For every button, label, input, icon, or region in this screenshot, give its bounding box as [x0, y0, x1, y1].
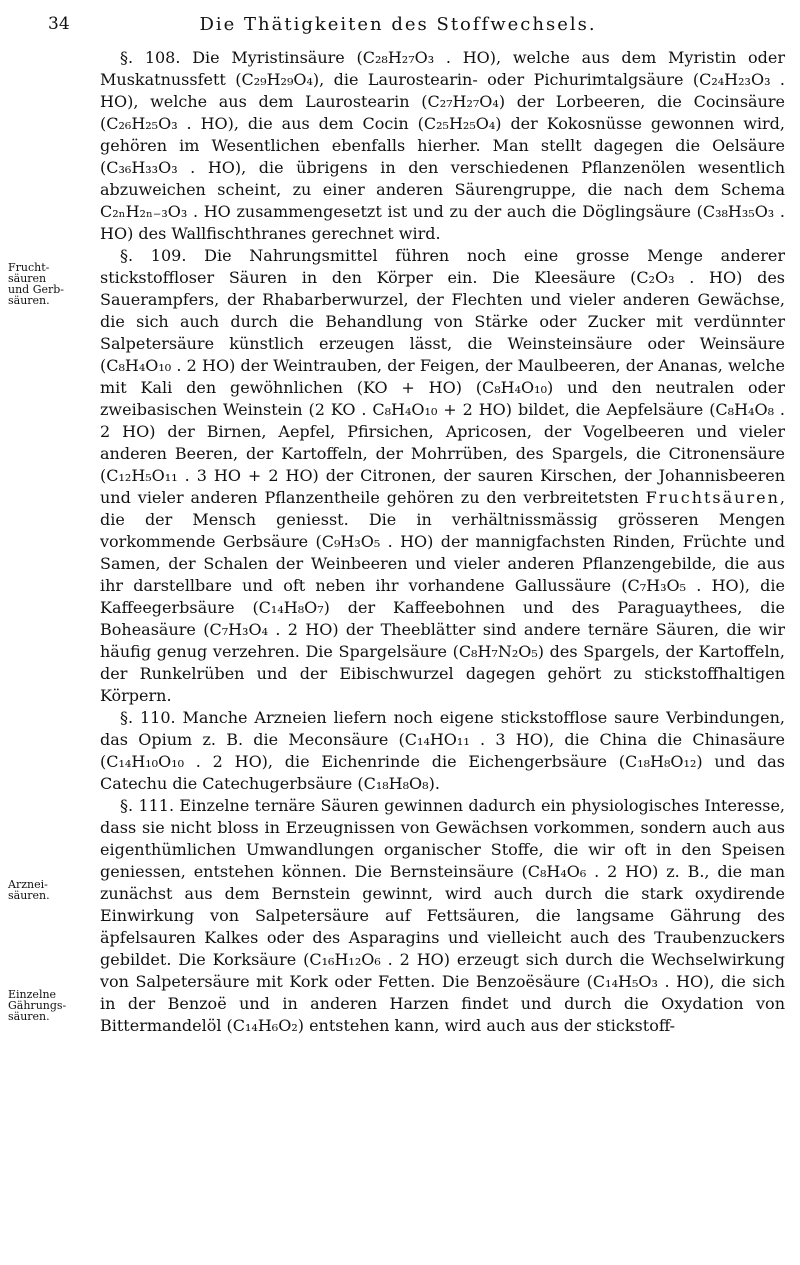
margin-note-line: säuren [8, 272, 47, 285]
margin-note-line: und Gerb- [8, 283, 65, 296]
paragraph-text: §. 109. Die Nahrungsmittel führen noch eine grosse Menge anderer stickstoffloser Säuren in den Körper ein. Die Kleesäure (C₂O₃ . HO) des Sauerampfers, der Rhabarberwurzel, der Flechten und vieler anderen Gewächse, die sich auch durch die Behandlung von Stärke oder Zucker mit verdünnter Salpetersäure künstlich erzeugen lässt, die Weinsteinsäure oder Weinsäure (C₈H₄O₁₀ . 2 HO) der Weintrauben, der Feigen, der Maulbeeren, der Ananas, welche mit Kali den gewöhnlichen (KO + HO) (C₈H₄O₁₀) und den neutralen oder zweibasischen Weinstein (2 KO . C₈H₄O₁₀ + 2 HO) bildet, die Aepfelsäure (C₈H₄O₈ . 2 HO) der Birnen, Aepfel, Pfirsichen, Apricosen, der Vogelbeeren und vieler anderen Beeren, der Kartoffeln, der Mohrrüben, des Spargels, die Citronensäure (C₁₂H₅O₁₁ . 3 HO + 2 HO) der Citronen, der sauren Kirschen, der Johannisbeeren und vieler anderen Pflanzentheile gehören zu den verbreitetsten [100, 246, 785, 507]
paragraph-text: §. 111. Einzelne ternäre Säuren gewinnen dadurch ein physiologisches Interesse, dass sie nicht bloss in Erzeugnissen von Gewächsen vorkommen, sondern auch aus eigenthümlichen Umwandlungen organischer Stoffe, die wir oft in den Speisen geniessen, entstehen können. Die Bernsteinsäure (C₈H₄O₆ . 2 HO) z. B., die man zunächst aus dem Bernstein gewinnt, wird auch durch die stark oxydirende Einwirkung von Salpetersäure auf Fettsäuren, die langsame Gährung des äpfelsauren Kalkes oder des Asparagins und vielleicht auch des Traubenzuckers gebildet. Die Korksäure (C₁₆H₁₂O₆ . 2 HO) erzeugt sich durch die Wechselwirkung von Salpetersäure mit Kork oder Fetten. Die Benzoësäure (C₁₄H₅O₃ . HO), die sich in der Benzoë und in anderen Harzen findet und durch die Oxydation von Bittermandelöl (C₁₄H₆O₂) entstehen kann, wird auch aus der stickstoff- [100, 796, 785, 1035]
margin-note-line: säuren. [8, 1010, 50, 1023]
margin-note-fruchtsaeuren [8, 262, 88, 306]
running-title: Die Thätigkeiten des Stoffwechsels. [199, 14, 597, 35]
margin-note-gaehrungssaeuren [8, 989, 88, 1022]
page-header [48, 14, 748, 40]
body-text [100, 47, 785, 1037]
emphasized-term: Fruchtsäuren [645, 488, 780, 507]
paragraph-110 [100, 707, 785, 795]
paragraph-111 [100, 795, 785, 1037]
page-number: 34 [48, 14, 70, 34]
paragraph-108 [100, 47, 785, 245]
margin-note-line: Einzelne [8, 988, 57, 1001]
paragraph-text: , die der Mensch geniesst. Die in verhältnissmässig grösseren Mengen vorkommende Gerbsäure (C₉H₃O₅ . HO) der mannigfachsten Rinden, Früchte und Samen, der Schalen der Weinbeeren und vieler anderen Pflanzengebilde, die aus ihr darstellbare und oft neben ihr vorhandene Gallussäure (C₇H₃O₅ . HO), die Kaffeegerbsäure (C₁₄H₈O₇) der Kaffeebohnen und des Paraguaythees, die Boheasäure (C₇H₃O₄ . 2 HO) der Theeblätter sind andere ternäre Säuren, die wir häufig genug verzehren. Die Spargelsäure (C₈H₇N₂O₅) des Spargels, der Kartoffeln, der Runkelrüben und der Eibischwurzel dagegen gehört zu stickstoffhaltigen Körpern. [100, 488, 785, 705]
paragraph-text: §. 110. Manche Arzneien liefern noch eigene stickstofflose saure Verbindungen, das Opium z. B. die Meconsäure (C₁₄HO₁₁ . 3 HO), die China die Chinasäure (C₁₄H₁₀O₁₀ . 2 HO), die Eichenrinde die Eichengerbsäure (C₁₈H₈O₁₂) und das Catechu die Catechugerbsäure (C₁₈H₈O₈). [100, 708, 785, 793]
margin-note-line: Gährungs- [8, 999, 67, 1012]
margin-note-line: säuren. [8, 889, 50, 902]
margin-note-line: Arznei- [8, 878, 48, 891]
paragraph-109 [100, 245, 785, 707]
paragraph-text: §. 108. Die Myristinsäure (C₂₈H₂₇O₃ . HO), welche aus dem Myristin oder Muskatnussfett (C₂₉H₂₉O₄), die Laurostearin- oder Pichurimtalgsäure (C₂₄H₂₃O₃ . HO), welche aus dem Laurostearin (C₂₇H₂₇O₄) der Lorbeeren, die Cocinsäure (C₂₆H₂₅O₃ . HO), die aus dem Cocin (C₂₅H₂₅O₄) der Kokosnüsse gewonnen wird, gehören im Wesentlichen ebenfalls hierher. Man stellt dagegen die Oelsäure (C₃₆H₃₃O₃ . HO), die übrigens in den verschiedenen Pflanzenölen wesentlich abzuweichen scheint, zu einer anderen Säurengruppe, die nach dem Schema C₂ₙH₂ₙ₋₃O₃ . HO zusammengesetzt ist und zu der auch die Döglingsäure (C₃₈H₃₅O₃ . HO) des Wallfischthranes gerechnet wird. [100, 48, 785, 243]
margin-note-line: Frucht- [8, 261, 50, 274]
margin-note-arzneisaeuren [8, 879, 88, 901]
margin-note-line: säuren. [8, 294, 50, 307]
